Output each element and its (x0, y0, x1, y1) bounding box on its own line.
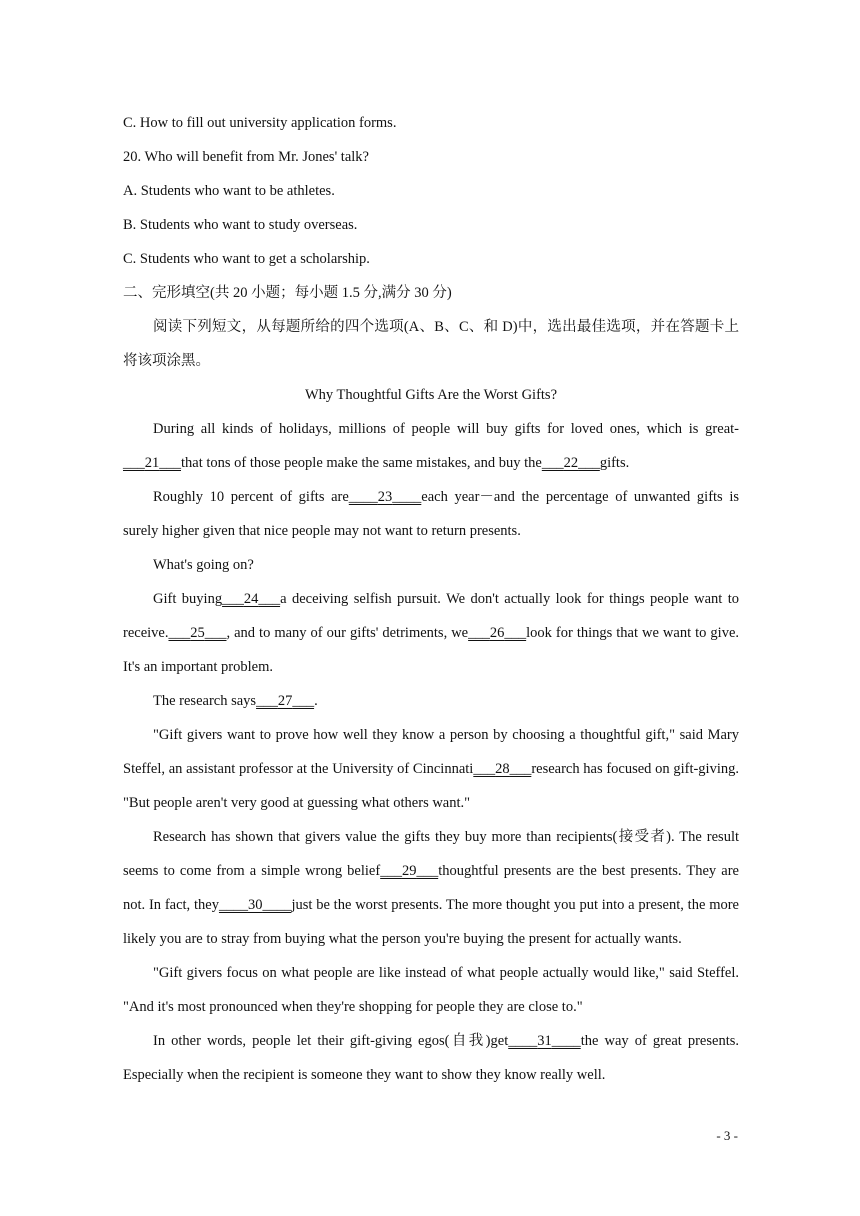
passage-paragraph-7: Research has shown that givers value the gifts they buy more than recipients(接受者). The result seems to come from a simple wrong belief___29___thoughtful presents are the best presents. They are not. In fact, they____30____just be the worst presents. The more thought you put into a present, the more likely you are to stray from buying what the person you're buying the present for actually wants. (123, 829, 739, 947)
blank-21: ___21___ (123, 455, 181, 471)
document-page (123, 106, 739, 1092)
option-20b: B. Students who want to study overseas. (123, 217, 358, 233)
section-instructions: 阅读下列短文，从每题所给的四个选项(A、B、C、和 D)中，选出最佳选项，并在答题卡上将该项涂黑。 (123, 319, 739, 369)
passage-paragraph-5: The research says___27___. (153, 693, 318, 709)
passage-paragraph-3: What's going on? (153, 557, 254, 573)
blank-28: ___28___ (473, 761, 532, 777)
blank-23: ____23____ (348, 489, 422, 505)
question-20: 20. Who will benefit from Mr. Jones' talk? (123, 149, 369, 165)
passage-paragraph-1: During all kinds of holidays, millions of people will buy gifts for loved ones, which is great-___21___that tons of those people make the same mistakes, and buy the___22___gifts. (123, 421, 739, 471)
option-19c: C. How to fill out university application forms. (123, 115, 397, 131)
blank-31: ____31____ (508, 1033, 581, 1049)
blank-22: ___22___ (541, 455, 600, 471)
passage-paragraph-9: In other words, people let their gift-giving egos(自我)get____31____the way of great presents. Especially when the recipient is someone they want to show they know really well. (123, 1033, 739, 1083)
passage-paragraph-8: "Gift givers focus on what people are like instead of what people actually would like," said Steffel. "And it's most pronounced when they're shopping for people they are close to." (123, 965, 739, 1015)
blank-30: ____30____ (218, 897, 292, 913)
section-heading: 二、完形填空(共 20 小题；每小题 1.5 分,满分 30 分) (123, 285, 452, 301)
passage-paragraph-2: Roughly 10 percent of gifts are____23____each year－and the percentage of unwanted gifts is surely higher given that nice people may not want to return presents. (123, 489, 739, 539)
option-20a: A. Students who want to be athletes. (123, 183, 335, 199)
passage-paragraph-4: Gift buying___24___a deceiving selfish pursuit. We don't actually look for things people want to receive.___25___, and to many of our gifts' detriments, we___26___look for things that we want to give. It's an important problem. (123, 591, 740, 675)
option-20c: C. Students who want to get a scholarship. (123, 251, 370, 267)
passage-paragraph-6: "Gift givers want to prove how well they know a person by choosing a thoughtful gift," said Mary Steffel, an assistant professor at the University of Cincinnati___28___research has focused on gift-giving. "But people aren't very good at guessing what others want." (123, 727, 739, 811)
blank-29: ___29___ (380, 863, 439, 879)
page-number: - 3 - (716, 1128, 738, 1143)
blank-27: ___27___ (256, 693, 315, 709)
blank-25: ___25___ (168, 625, 227, 641)
blank-24: ___24___ (222, 591, 281, 607)
blank-26: ___26___ (468, 625, 527, 641)
passage-title: Why Thoughtful Gifts Are the Worst Gifts? (304, 387, 557, 403)
